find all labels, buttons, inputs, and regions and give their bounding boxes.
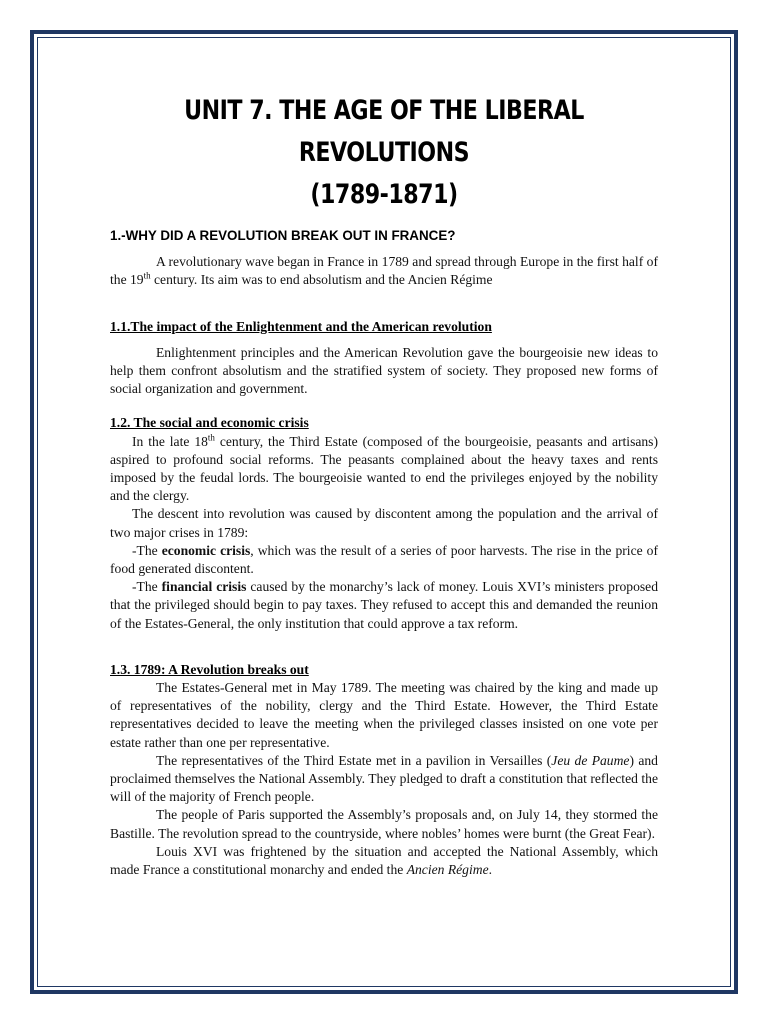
section-1-3-heading: 1.3. 1789: A Revolution breaks out [110, 661, 309, 677]
section-1-2-heading: 1.2. The social and economic crisis [110, 415, 309, 431]
unit-title-line1: UNIT 7. THE AGE OF THE LIBERAL REVOLUTIONS [184, 95, 584, 168]
section-1-intro: A revolutionary wave began in France in 1789 and spread through Europe in the first half of the 19th century. Its aim was to end absolutism and the Ancien Régime [110, 254, 658, 288]
section-1-2-paragraph-2: The descent into revolution was caused by discontent among the population and the arrival of two major crises in 1789: [110, 506, 658, 540]
section-1-3-paragraph-1: The Estates-General met in May 1789. The meeting was chaired by the king and made up of representatives of the nobility, clergy and the Third Estate. However, the Third Estate representatives decided to leave the meeting when the privileged classes insisted on one vote per estate rather than one per representative. [110, 680, 658, 750]
unit-title-line2: (1789-1871) [310, 179, 458, 210]
section-1-1-heading: 1.1.The impact of the Enlightenment and the American revolution [110, 318, 492, 334]
section-1-2-paragraph-1: In the late 18th century, the Third Estate (composed of the bourgeoisie, peasants and artisans) aspired to profound social reforms. The peasants complained about the heavy taxes and rents imposed by the feudal lords. The bourgeoisie wanted to end the privileges enjoyed by the nobility and the clergy. [110, 432, 659, 504]
document-content [110, 90, 658, 879]
unit-title [159, 90, 608, 216]
economic-crisis-paragraph: -The economic crisis, which was the result of a series of poor harvests. The rise in the price of food generated discontent. [110, 542, 659, 577]
section-1-1-paragraph: Enlightenment principles and the American Revolution gave the bourgeoisie new ideas to help them confront absolutism and the stratified system of society. They proposed new forms of social organization and government. [110, 344, 658, 397]
section-1-3-paragraph-3: The people of Paris supported the Assembly’s proposals and, on July 14, they stormed the Bastille. The revolution spread to the countryside, where nobles’ homes were burnt (the Great Fear). [110, 807, 658, 841]
section-1-3-paragraph-4: Louis XVI was frightened by the situation and accepted the National Assembly, which made France a constitutional monarchy and ended the Ancien Régime. [110, 843, 658, 878]
section-1-heading: 1.-WHY DID A REVOLUTION BREAK OUT IN FRANCE? [110, 228, 456, 243]
financial-crisis-paragraph: -The financial crisis caused by the monarchy’s lack of money. Louis XVI’s ministers proposed that the privileged should begin to pay taxes. They refused to accept this and demanded the reunion of the Estates-General, the only institution that could approve a tax reform. [110, 579, 658, 631]
section-1-3-paragraph-2: The representatives of the Third Estate met in a pavilion in Versailles (Jeu de Paume) and proclaimed themselves the National Assembly. They pledged to draft a constitution that reflected the will of the majority of French people. [110, 752, 658, 805]
